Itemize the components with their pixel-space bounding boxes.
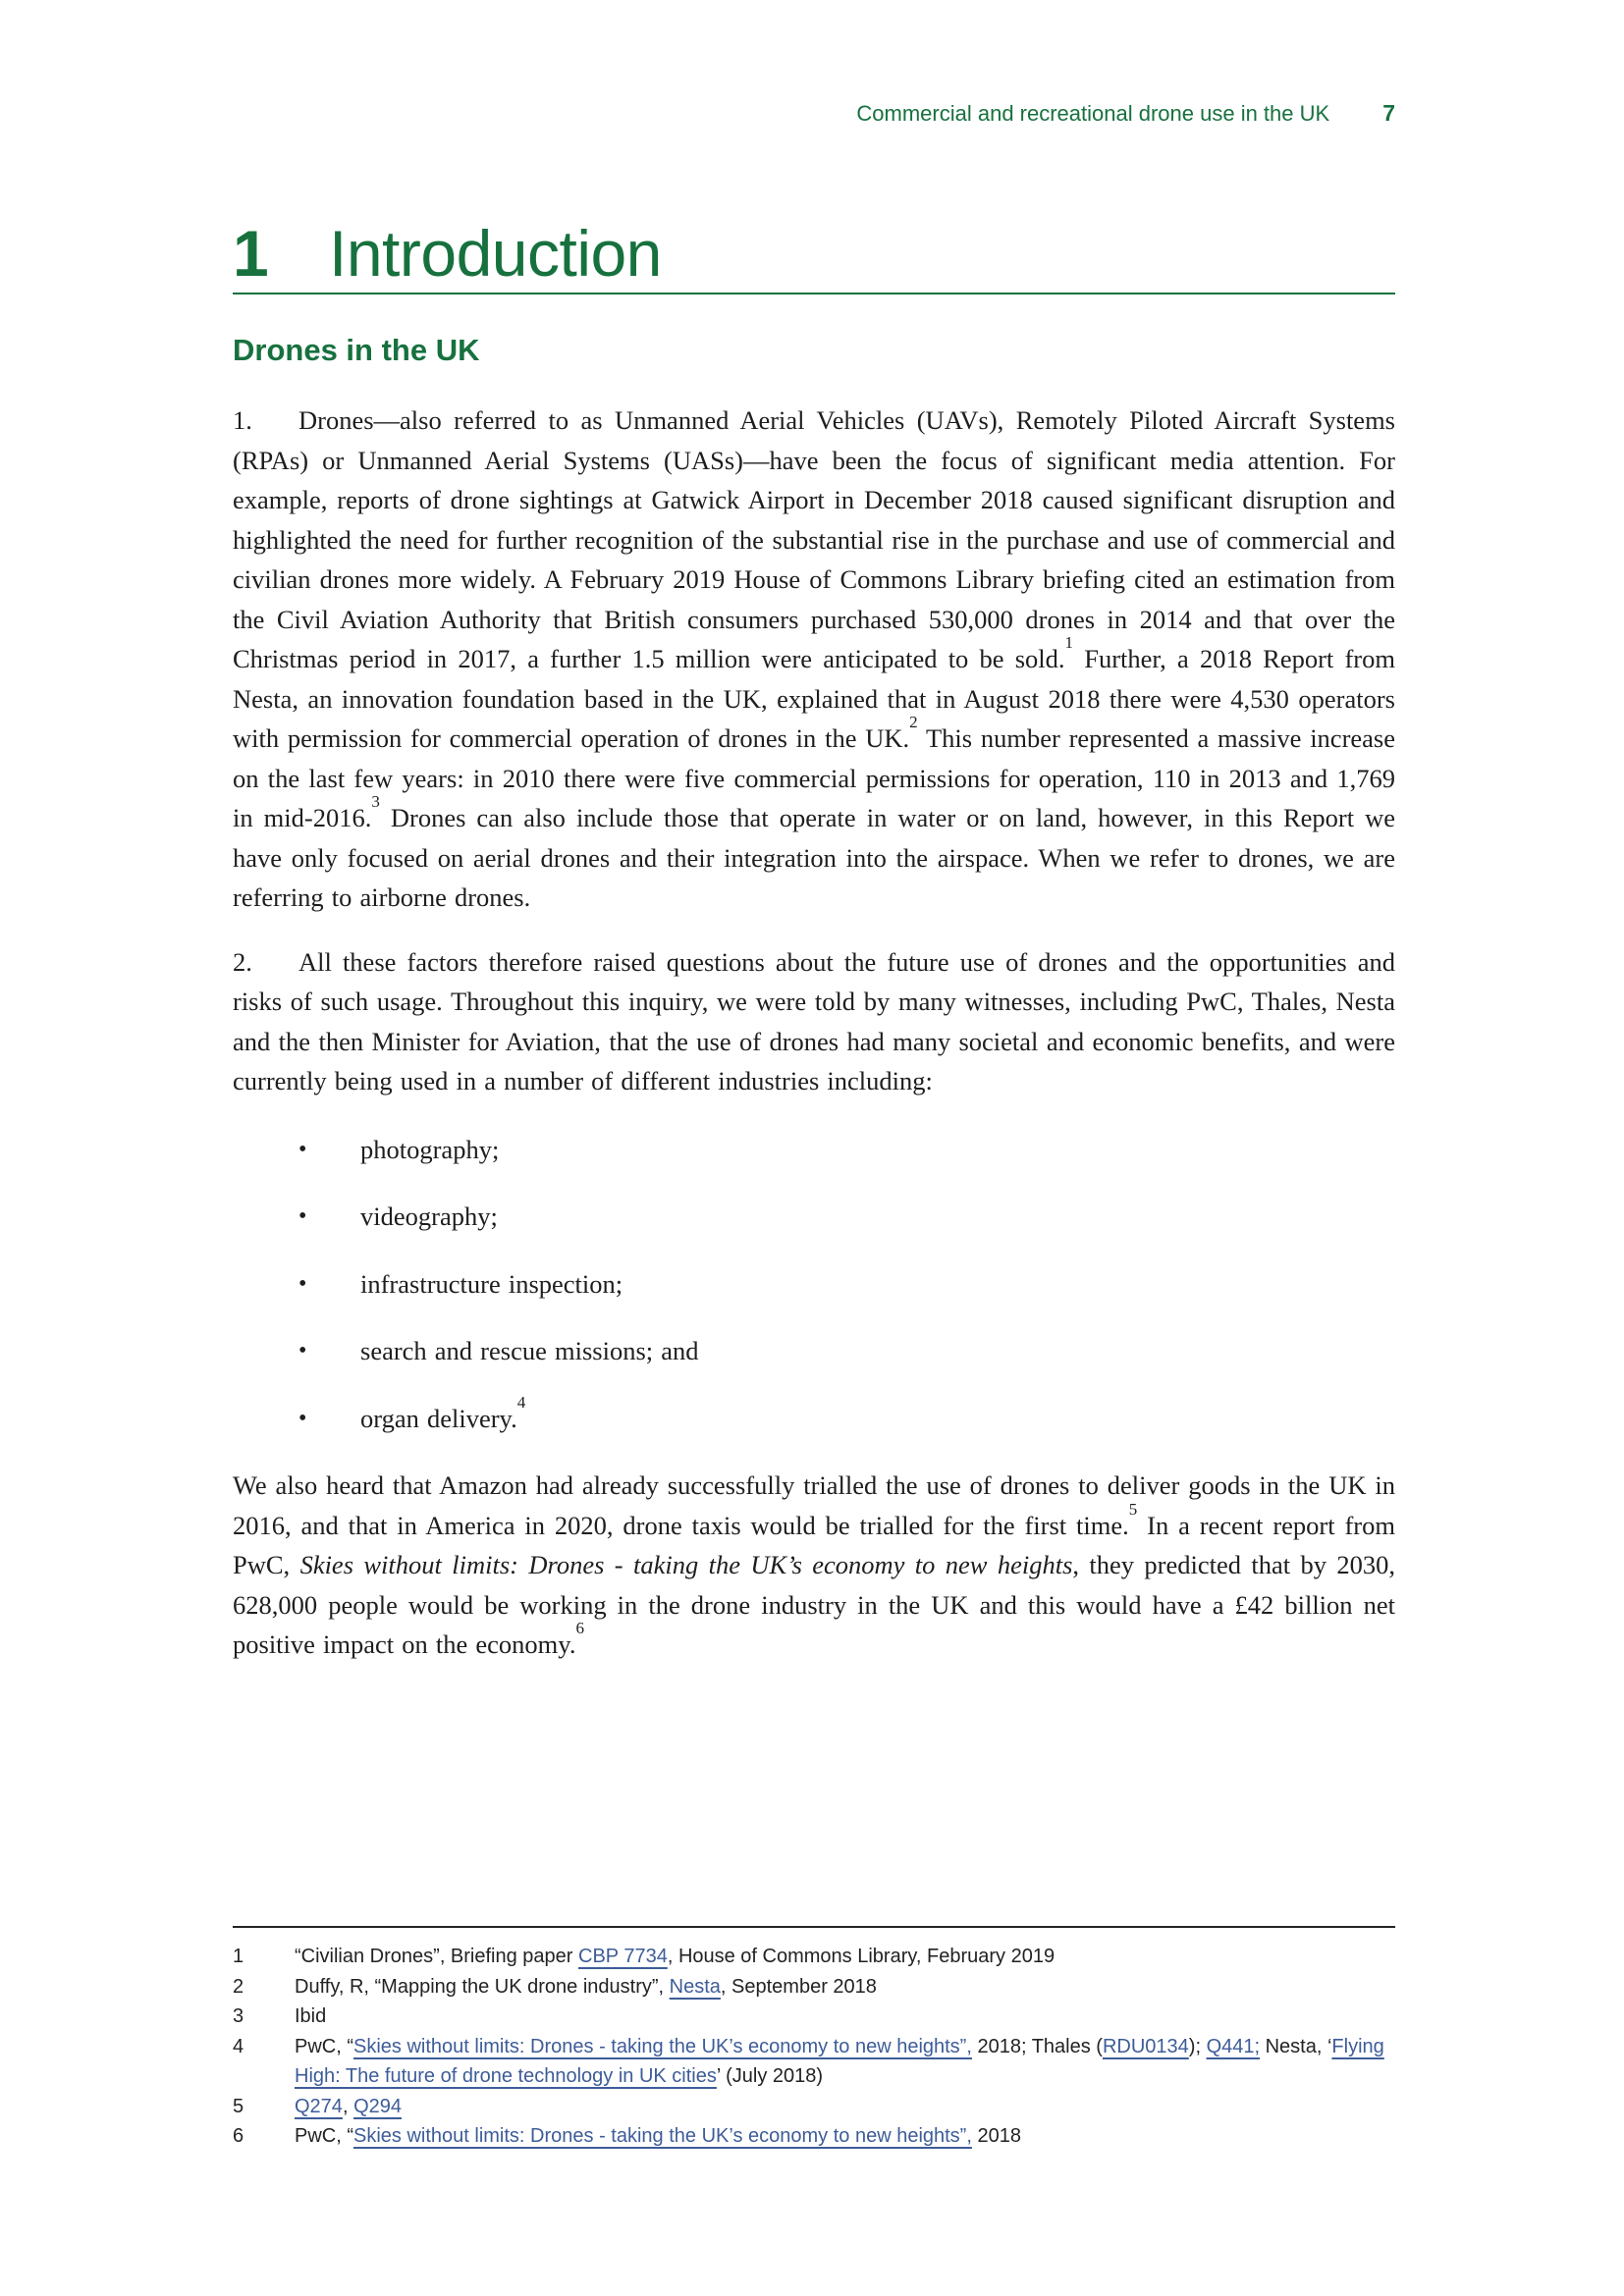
hyperlink[interactable]: CBP 7734 <box>578 1946 668 1967</box>
footnote <box>233 1972 1395 2002</box>
footnote <box>233 2092 1395 2122</box>
body-text <box>233 400 1395 1689</box>
chapter-heading <box>233 217 1395 294</box>
paragraph-2 <box>233 942 1395 1101</box>
footnote-ref: 2 <box>909 713 918 732</box>
bullet-icon: • <box>298 1136 307 1162</box>
footnote-text: PwC, “Skies without limits: Drones - taking the UK’s economy to new heights”, 2018; Thales (RDU0134); Q441; Nesta, ‘Flying High: The future of drone technology in UK cities’ (July 2018) <box>295 2035 1384 2087</box>
paragraph-text: All these factors therefore raised questions about the future use of drones and the opportunities and risks of such usage. Throughout this inquiry, we were told by many witnesses, including PwC, Thales, Nesta and the then Minister for Aviation, that the use of drones had many societal and economic benefits, and were currently being used in a number of different industries including: <box>233 946 1395 1095</box>
footnote-ref: 1 <box>1064 633 1074 653</box>
hyperlink[interactable]: Skies without limits: Drones - taking the UK’s economy to new heights”, <box>353 2125 972 2147</box>
bullet-icon: • <box>298 1338 307 1363</box>
footnote <box>233 1942 1395 1972</box>
footnote-number: 1 <box>233 1946 244 1967</box>
chapter-title: Introduction <box>329 217 662 290</box>
hyperlink[interactable]: Q274 <box>295 2095 343 2117</box>
list-item <box>233 1331 1395 1371</box>
footnote-separator-rule <box>233 1926 1395 1928</box>
footnote-text: “Civilian Drones”, Briefing paper CBP 7734, House of Commons Library, February 2019 <box>295 1946 1056 1967</box>
paragraph-number: 1. <box>233 405 252 435</box>
list-item <box>233 1197 1395 1237</box>
page-number: 7 <box>1382 100 1395 126</box>
footnote-number: 4 <box>233 2035 244 2057</box>
footnote-number: 3 <box>233 2005 244 2027</box>
footnote <box>233 2121 1395 2152</box>
footnote-ref: 3 <box>371 792 380 812</box>
list-item-text: organ delivery.$^4$ <box>360 1392 526 1433</box>
chapter-number: 1 <box>233 217 269 290</box>
paragraph-text: Drones—also referred to as Unmanned Aerial Vehicles (UAVs), Remotely Piloted Aircraft Systems (RPAs) or Unmanned Aerial Systems (UASs)—have been the focus of significant media attention. For example, reports of drone sightings at Gatwick Airport in December 2018 caused significant disruption and highlighted the need for further recognition of the substantial rise in the purchase and use of commercial and civilian drones more widely. A February 2019 House of Commons Library briefing cited an estimation from the Civil Aviation Authority that British consumers purchased 530,000 drones in 2014 and that over the Christmas period in 2017, a further 1.5 million were anticipated to be sold.$^1$ Further, a 2018 Report from Nesta, an innovation foundation based in the UK, explained that in August 2018 there were 4,530 operators with permission for commercial operation of drones in the UK.$^2$ This number represented a massive increase on the last few years: in 2010 there were five commercial permissions for operation, 110 in 2013 and 1,769 in mid-2016.$^3$ Drones can also include those that operate in water or on land, however, in this Report we have only focused on aerial drones and their integration into the airspace. When we refer to drones, we are referring to airborne drones. <box>233 405 1395 912</box>
industries-bullet-list <box>233 1130 1395 1439</box>
list-item-text: infrastructure inspection; <box>360 1268 623 1299</box>
running-header-title: Commercial and recreational drone use in the UK <box>856 101 1330 126</box>
footnote-text: PwC, “Skies without limits: Drones - taking the UK’s economy to new heights”, 2018 <box>295 2125 1021 2147</box>
hyperlink[interactable]: Skies without limits: Drones - taking the UK’s economy to new heights”, <box>353 2035 972 2057</box>
bullet-icon: • <box>298 1270 307 1297</box>
footnote <box>233 2002 1395 2032</box>
footnote-number: 5 <box>233 2095 244 2117</box>
list-item-text: videography; <box>360 1201 498 1231</box>
footnote-number: 6 <box>233 2125 244 2147</box>
hyperlink[interactable]: Q441; <box>1206 2035 1261 2057</box>
section-heading: Drones in the UK <box>233 333 480 367</box>
list-item <box>233 1264 1395 1305</box>
footnote-list <box>233 1942 1395 2152</box>
paragraph-text: We also heard that Amazon had already successfully trialled the use of drones to deliver goods in the UK in 2016, and that in America in 2020, drone taxis would be trialled for the first time.$^5$ In a recent report from PwC, Skies without limits: Drones - taking the UK’s economy to new heights, they predicted that by 2030, 628,000 people would be working in the drone industry in the UK and this would have a £42 billion net positive impact on the economy.$^6$ <box>233 1470 1395 1659</box>
footnote-number: 2 <box>233 1975 244 1998</box>
footnotes-section <box>233 1926 1395 2152</box>
footnote-ref: 6 <box>575 1619 584 1638</box>
paragraph-number: 2. <box>233 946 252 977</box>
list-item <box>233 1130 1395 1170</box>
list-item-text: search and rescue missions; and <box>360 1336 699 1365</box>
footnote-text: Ibid <box>295 2005 327 2027</box>
paragraph-1 <box>233 400 1395 918</box>
hyperlink[interactable]: Q294 <box>353 2095 402 2117</box>
list-item-text: photography; <box>360 1134 500 1164</box>
bullet-icon: • <box>298 1203 307 1229</box>
italic-title: Skies without limits: Drones - taking the UK’s economy to new heights <box>299 1550 1073 1579</box>
list-item <box>233 1392 1395 1439</box>
running-header <box>233 100 1395 127</box>
closing-paragraph <box>233 1466 1395 1665</box>
hyperlink[interactable]: Nesta <box>669 1975 721 1998</box>
hyperlink[interactable]: RDU0134 <box>1102 2035 1189 2057</box>
footnote <box>233 2032 1395 2092</box>
footnote-text: Q274, Q294 <box>295 2095 402 2117</box>
bullet-icon: • <box>298 1405 307 1431</box>
hyperlink[interactable]: Flying High: The future of drone technology in UK cities <box>295 2035 1384 2087</box>
footnote-text: Duffy, R, “Mapping the UK drone industry”, Nesta, September 2018 <box>295 1975 877 1998</box>
footnote-ref: 4 <box>516 1392 526 1412</box>
footnote-ref: 5 <box>1128 1499 1138 1519</box>
